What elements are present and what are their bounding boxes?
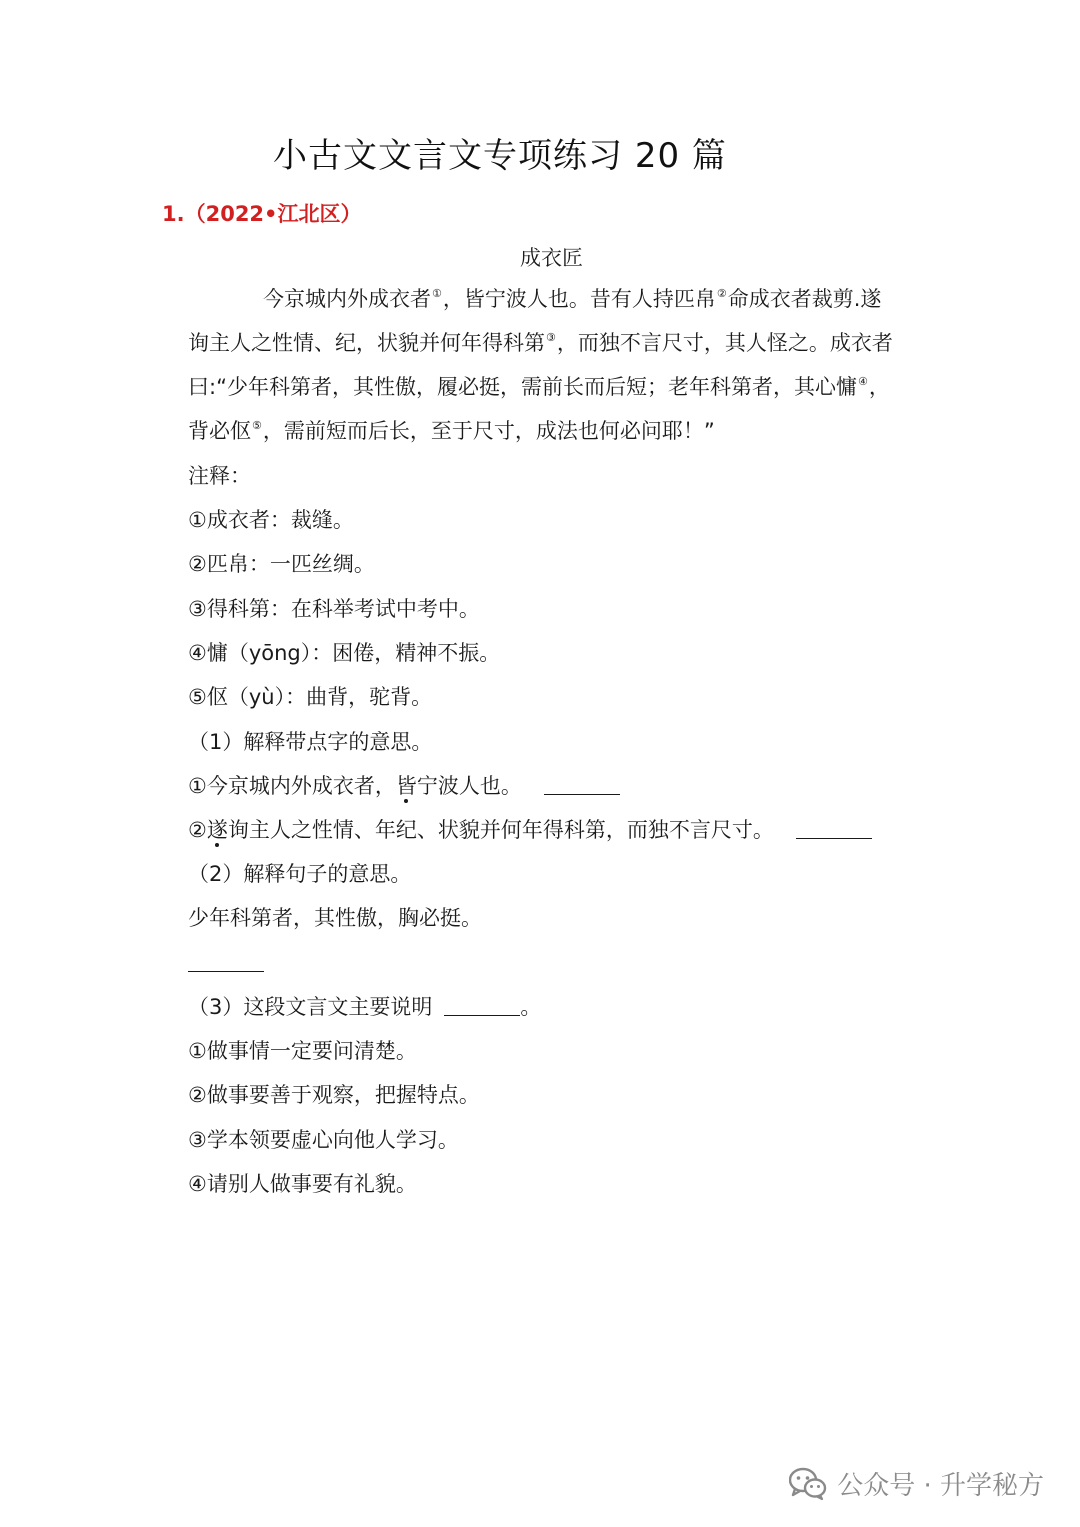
passage-text: ，皆宁波人也。昔有人持匹帛 bbox=[442, 287, 716, 311]
option-item: ①做事情一定要问清楚。 bbox=[188, 1039, 417, 1063]
sub-question-2-label: （2）解释句子的意思。 bbox=[188, 862, 412, 886]
dotted-char: 遂 bbox=[206, 818, 228, 842]
answer-blank[interactable] bbox=[188, 971, 264, 972]
footnote-marker: ④ bbox=[857, 375, 868, 388]
option-item: ③学本领要虚心向他人学习。 bbox=[188, 1128, 459, 1152]
note-item: ③得科第：在科举考试中考中。 bbox=[188, 597, 480, 621]
passage-line-1 bbox=[263, 287, 881, 312]
page-title: 小古文文言文专项练习 20 篇 bbox=[273, 136, 727, 176]
passage-text: ，而独不言尺寸，其人怪之。成衣者 bbox=[556, 331, 893, 355]
question-text: （3）这段文言文主要说明 bbox=[188, 995, 433, 1019]
note-item: ④慵（yōng）：困倦，精神不振。 bbox=[188, 641, 501, 665]
notes-label: 注释： bbox=[188, 464, 251, 488]
question-text: ①今京城内外成衣者， bbox=[188, 774, 396, 798]
note-item: ⑤伛（yù）：曲背，驼背。 bbox=[188, 685, 433, 709]
question-text: ② bbox=[188, 818, 207, 842]
question-header bbox=[162, 198, 361, 228]
sub-question-2-sentence: 少年科第者，其性傲，胸必挺。 bbox=[188, 906, 482, 930]
passage-title: 成衣匠 bbox=[520, 246, 583, 270]
question-source: （2022•江北区） bbox=[184, 202, 362, 226]
sub-question-1-item-1 bbox=[188, 774, 620, 799]
question-text: 。 bbox=[520, 995, 542, 1019]
note-item: ①成衣者：裁缝。 bbox=[188, 508, 354, 532]
passage-text: ， bbox=[868, 375, 890, 399]
question-text: 询主人之性情、年纪、状貌并何年得科第，而独不言尺寸。 bbox=[227, 818, 774, 842]
footnote-marker: ② bbox=[716, 287, 727, 300]
passage-line-2 bbox=[188, 331, 893, 356]
wechat-icon bbox=[789, 1467, 827, 1501]
footnote-marker: ⑤ bbox=[252, 419, 262, 432]
passage-text: 曰:“少年科第者，其性傲，履必挺，需前长而后短；老年科第者，其心慵 bbox=[188, 375, 857, 399]
passage-text: 背必伛 bbox=[188, 419, 251, 443]
watermark-text: 公众号 · 升学秘方 bbox=[837, 1471, 1044, 1501]
sub-question-1-label: （1）解释带点字的意思。 bbox=[188, 730, 433, 754]
note-item: ②匹帛：一匹丝绸。 bbox=[188, 552, 375, 576]
sub-question-1-item-2 bbox=[188, 818, 872, 843]
sub-question-3-label bbox=[188, 995, 541, 1020]
option-item: ②做事要善于观察，把握特点。 bbox=[188, 1083, 480, 1107]
passage-text: 询主人之性情、纪，状貌并何年得科第 bbox=[188, 331, 545, 355]
answer-blank[interactable] bbox=[544, 776, 620, 795]
question-number: 1. bbox=[162, 202, 185, 226]
passage-text: 今京城内外成衣者 bbox=[263, 287, 431, 311]
footnote-marker: ① bbox=[432, 287, 442, 300]
question-text: 宁波人也。 bbox=[416, 774, 522, 798]
dotted-char: 皆 bbox=[395, 774, 417, 798]
passage-text: 命成衣者裁剪.遂 bbox=[727, 287, 882, 311]
answer-blank[interactable] bbox=[796, 820, 872, 839]
passage-text: ，需前短而后长，至于尺寸，成法也何必问耶！” bbox=[262, 419, 715, 443]
watermark bbox=[789, 1465, 1044, 1502]
option-item: ④请别人做事要有礼貌。 bbox=[188, 1172, 417, 1196]
footnote-marker: ③ bbox=[546, 331, 556, 344]
answer-blank[interactable] bbox=[444, 997, 520, 1016]
passage-line-3 bbox=[188, 375, 890, 400]
passage-line-4 bbox=[188, 419, 715, 444]
